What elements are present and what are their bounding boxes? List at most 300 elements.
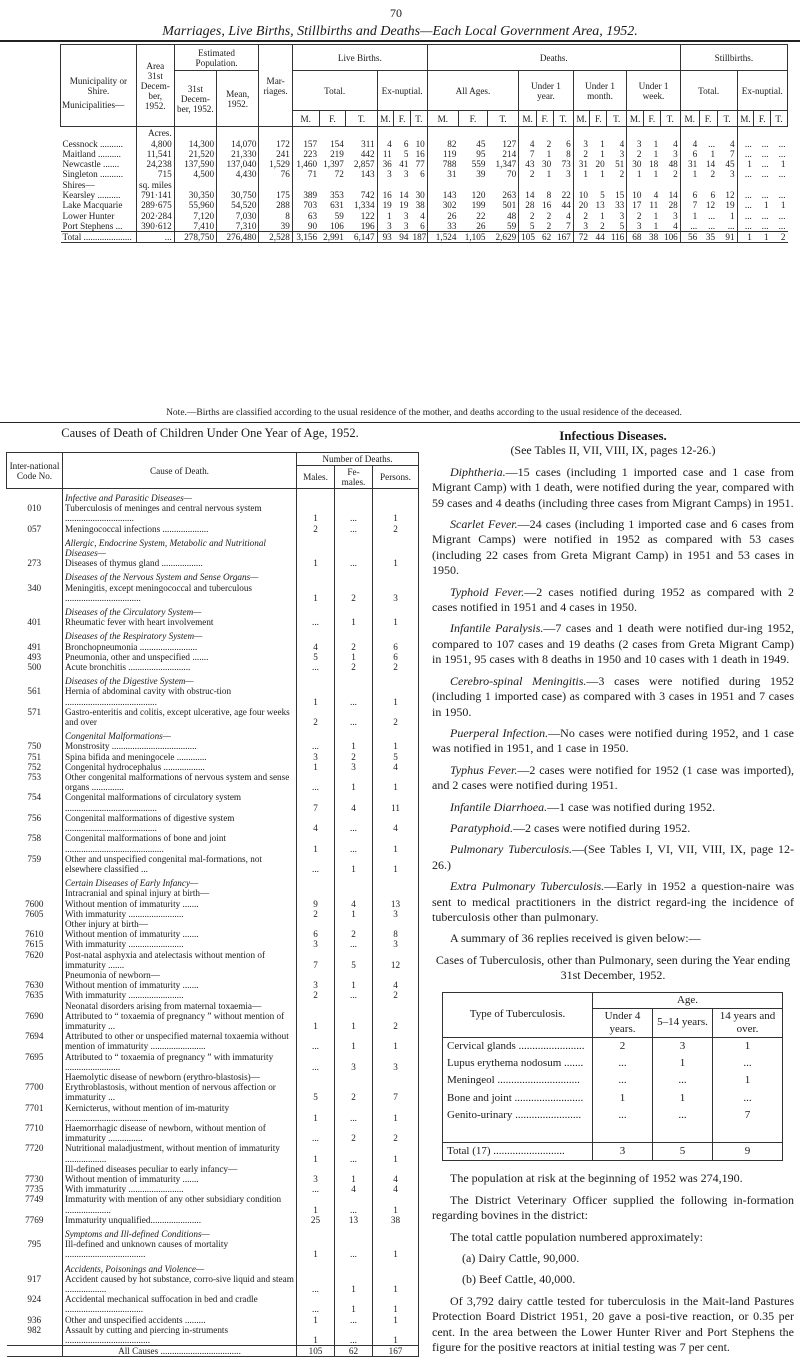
disease-name: Pulmonary Tuberculosis.: [450, 842, 572, 857]
tb-total-count: 9: [713, 1143, 783, 1161]
cause-row: [7, 1194, 419, 1214]
header-municipality: Municipality or Shire.: [61, 45, 137, 127]
cause-row: [7, 1325, 419, 1346]
section-heading: Diseases of the Nervous System and Sense Organs—: [63, 568, 297, 582]
cause-row: [7, 1274, 419, 1294]
section-row: [7, 1225, 419, 1239]
cell: 4: [653, 189, 659, 200]
cell: 1,397: [323, 159, 344, 170]
count-m: 3: [297, 1174, 335, 1184]
top-table-body: [61, 127, 788, 243]
cell: ...: [737, 211, 754, 221]
cause: Bronchopneumonia .........................: [63, 642, 297, 652]
tb-count: 3: [653, 1037, 713, 1055]
cell: 4,430: [217, 169, 259, 179]
cell: 1: [653, 220, 659, 231]
table-row: [61, 190, 788, 200]
cell: 199: [471, 200, 486, 211]
tb-row: [443, 1055, 783, 1072]
cause-row: [7, 524, 419, 534]
row-label: Maitland ..........: [62, 148, 121, 159]
disease-text: —3 cases were notified during 1952 (including 1 imported case) as compared with 3 cases in 1951 and 7 cases in 1950.: [432, 673, 794, 719]
code: 7605: [7, 909, 63, 919]
cell: 2,991: [319, 232, 346, 243]
code: 571: [7, 707, 63, 727]
cell: ...: [778, 138, 786, 149]
header-lb-total: Total.: [292, 71, 377, 111]
count-f: [335, 1001, 373, 1011]
code: 753: [7, 772, 63, 792]
tb-count: ...: [593, 1055, 653, 1072]
count-m: 2: [297, 707, 335, 727]
cell: 33: [427, 221, 458, 231]
cause-row: [7, 1215, 419, 1225]
cell: 2,629: [487, 232, 518, 243]
cell: 1: [763, 200, 769, 211]
cause: Intracranial and spinal injury at birth—: [63, 888, 297, 898]
cell: 6: [420, 220, 425, 231]
count-p: 2: [373, 990, 419, 1000]
cell: 3: [403, 220, 409, 231]
tb-row: [443, 1090, 783, 1107]
cell: 1: [377, 211, 394, 221]
cause-row: [7, 1239, 419, 1259]
header-f: F.: [319, 111, 346, 127]
count-m: 4: [297, 813, 335, 833]
cell: 137,590: [174, 159, 216, 169]
cell: 73: [561, 159, 571, 170]
section-row: [61, 180, 788, 190]
tb-type: Cervical glands ........................: [443, 1037, 593, 1055]
cell: 4,800: [136, 139, 174, 149]
cell: 157: [292, 139, 319, 149]
cause: Attributed to other or unspecified maternal toxaemia without mention of immaturity ........................: [63, 1031, 297, 1051]
cell: ...: [708, 210, 716, 221]
cell: 31: [573, 159, 590, 169]
count-p: 3: [373, 1052, 419, 1072]
code: 756: [7, 813, 63, 833]
cell: 2: [627, 149, 644, 159]
cause: Ill-defined and unknown causes of mortality ...................................: [63, 1239, 297, 1259]
code: 7730: [7, 1174, 63, 1184]
cell: 56: [680, 232, 699, 243]
count-p: 1: [373, 1103, 419, 1123]
count-p: 6: [373, 642, 419, 652]
disease-text: —Early in 1952 a question-naire was sent to medical practitioners in the district regard-ing the incidence of tuberculosis other than pulmonary.: [432, 879, 794, 924]
cell: 44: [561, 200, 571, 211]
cell: 72: [573, 232, 590, 243]
cell: 187: [412, 232, 427, 243]
cell: ...: [680, 221, 699, 231]
cell: 7: [730, 148, 735, 159]
count-m: [297, 888, 335, 898]
cell: 2,528: [259, 232, 292, 243]
count-f: 2: [335, 583, 373, 603]
cell: 10: [627, 190, 644, 200]
cell: 1: [737, 232, 754, 243]
tb-caption: Cases of Tuberculosis, other than Pulmonary, seen during the Year ending 31st December, 1952.: [435, 952, 791, 983]
count-p: 2: [373, 524, 419, 534]
table-row: [61, 211, 788, 221]
count-f: ...: [335, 524, 373, 534]
code: 7749: [7, 1194, 63, 1214]
cell: 6: [403, 138, 409, 149]
disease-text: —24 cases (including 1 imported case and 6 cases from Migrant Camps) were notified in 1952 as compared with 53 cases (including 22 cases from Greta Migrant Camp) in 1951 and 53 cases in 1950.: [432, 517, 794, 578]
cause: Nutritional maladjustment, without mention of immaturity ..................: [63, 1143, 297, 1163]
cell: 1: [573, 169, 590, 179]
cell: ...: [737, 190, 754, 200]
count-f: 13: [335, 1215, 373, 1225]
disease-paragraph: [432, 763, 794, 794]
cell: 223: [292, 149, 319, 159]
count-p: 8: [373, 929, 419, 939]
cell: 1: [730, 210, 735, 221]
cell: 1,347: [495, 159, 517, 170]
section-heading: Diseases of the Circulatory System—: [63, 603, 297, 617]
cell: 2: [710, 169, 716, 180]
cell: 71: [292, 169, 319, 179]
header-f: F.: [590, 111, 607, 127]
cell: 6: [566, 138, 571, 149]
cell: 10: [415, 138, 425, 149]
cause: Other injury at birth—: [63, 919, 297, 929]
cell: 276,480: [217, 232, 259, 243]
cell: 7,030: [217, 211, 259, 221]
code: 7630: [7, 980, 63, 990]
count-m: ...: [297, 772, 335, 792]
total-p: 167: [373, 1346, 419, 1357]
cell: 791·141: [136, 190, 174, 200]
count-f: 1: [335, 1174, 373, 1184]
tb-total-count: 5: [653, 1143, 713, 1161]
code: 7694: [7, 1031, 63, 1051]
cell: 196: [360, 220, 375, 231]
cell: 39: [259, 221, 292, 231]
cell: 30: [415, 189, 425, 200]
cause-row: [7, 813, 419, 833]
count-m: [297, 1164, 335, 1174]
count-m: 25: [297, 1215, 335, 1225]
count-m: 2: [297, 909, 335, 919]
section-row: [7, 603, 419, 617]
header-m: M.: [292, 111, 319, 127]
total-f: 62: [335, 1346, 373, 1357]
cause-row: [7, 888, 419, 898]
cell: 28: [519, 200, 537, 210]
code: 7615: [7, 939, 63, 949]
cause: Attributed to “ toxaemia of pregnancy ” with immaturity ........................: [63, 1052, 297, 1072]
cell: 19: [725, 200, 735, 211]
table-row: [61, 159, 788, 169]
cell: 93: [377, 232, 394, 243]
count-m: [297, 1072, 335, 1082]
cell: 106: [330, 220, 344, 231]
cause: Congenital malformations of circulatory system ........................................: [63, 792, 297, 812]
cell: 1,334: [353, 200, 375, 211]
count-m: 7: [297, 950, 335, 970]
cell: 8: [546, 189, 552, 200]
cell: 6: [680, 149, 699, 159]
count-m: 3: [297, 980, 335, 990]
table-row: [61, 149, 788, 159]
count-f: 2: [335, 642, 373, 652]
cell: 8: [566, 148, 571, 159]
header-f: F.: [536, 111, 553, 127]
disease-paragraph: [432, 674, 794, 720]
cell: 214: [502, 148, 517, 159]
code: 7769: [7, 1215, 63, 1225]
cause-row: [7, 1143, 419, 1163]
count-p: 3: [373, 583, 419, 603]
cell: 14,070: [217, 139, 259, 149]
cell: ...: [778, 169, 786, 180]
count-p: 5: [373, 752, 419, 762]
cell: 35: [699, 232, 717, 243]
cause: Without mention of immaturity .......: [63, 1174, 297, 1184]
cell: 2,857: [353, 159, 375, 170]
count-p: 7: [373, 1082, 419, 1102]
cell: 59: [334, 210, 344, 221]
cell: 48: [506, 210, 517, 221]
cause-row: [7, 686, 419, 706]
code: 752: [7, 762, 63, 772]
cell: 33: [615, 200, 625, 211]
count-p: 38: [373, 1215, 419, 1225]
cause-row: [7, 1082, 419, 1102]
count-p: 3: [373, 909, 419, 919]
row-label: Port Stephens ...: [62, 220, 123, 231]
code: 759: [7, 854, 63, 874]
code: 7600: [7, 899, 63, 909]
cause-row: [7, 1184, 419, 1194]
count-f: 2: [335, 662, 373, 672]
count-f: 1: [335, 741, 373, 751]
header-live-births: Live Births.: [292, 45, 427, 71]
count-p: 1: [373, 833, 419, 853]
cause-row: [7, 503, 419, 523]
total-m: 105: [297, 1346, 335, 1357]
cell: 19: [399, 200, 409, 211]
cell: ...: [761, 189, 769, 200]
note-rule: [0, 422, 800, 423]
code: 500: [7, 662, 63, 672]
count-f: ...: [335, 939, 373, 949]
cell: 1: [653, 138, 659, 149]
section-row: [7, 627, 419, 641]
tb-total-count: 3: [593, 1143, 653, 1161]
count-p: 4: [373, 762, 419, 772]
disease-paragraph: [432, 800, 794, 815]
count-m: ...: [297, 1184, 335, 1194]
cell: 122: [360, 210, 375, 221]
count-p: 1: [373, 503, 419, 523]
cell: 2: [673, 169, 678, 180]
cell: ...: [778, 189, 786, 200]
cause: Acute bronchitis ...........................: [63, 662, 297, 672]
cell: 6: [420, 169, 425, 180]
section-row: [7, 1260, 419, 1274]
count-f: 1: [335, 909, 373, 919]
cell: 143: [427, 190, 458, 200]
cause-row: [7, 990, 419, 1000]
disease-text: —1 case was notified during 1952.: [547, 799, 716, 814]
header-t: T.: [346, 111, 377, 127]
header-m: M.: [519, 111, 537, 127]
cell: 5: [403, 148, 409, 159]
cell: 263: [502, 189, 517, 200]
cell: 54,520: [217, 200, 259, 210]
count-f: 2: [335, 1123, 373, 1143]
tb-row: [443, 1072, 783, 1089]
cell: 1: [710, 148, 716, 159]
count-f: ...: [335, 813, 373, 833]
cause-row: [7, 939, 419, 949]
cause-row: [7, 1103, 419, 1123]
cause-row: [7, 1031, 419, 1051]
body-paragraph: (a) Dairy Cattle, 90,000.: [462, 1251, 580, 1266]
cell: 22: [476, 210, 486, 221]
tb-header-type: Type of Tuberculosis.: [443, 992, 593, 1037]
cell: 175: [259, 190, 292, 200]
section-row: [7, 534, 419, 558]
cause-row: [7, 617, 419, 627]
cell: 127: [502, 138, 517, 149]
cell: 389: [292, 190, 319, 200]
cause-row: [7, 1174, 419, 1184]
count-p: 2: [373, 1011, 419, 1031]
cell: 16: [415, 148, 425, 159]
count-f: ...: [335, 1194, 373, 1214]
disease-text: —(See Tables I, VI, VII, VIII, IX, page 12-26.): [432, 842, 794, 872]
header-t: T.: [717, 111, 737, 127]
tb-type: Meningeol ..............................: [443, 1072, 593, 1089]
disease-paragraph: [432, 726, 794, 757]
cell: 1: [653, 148, 659, 159]
count-p: 4: [373, 1174, 419, 1184]
cause-row: [7, 1294, 419, 1314]
tb-row: [443, 1037, 783, 1055]
cell: 1: [600, 169, 605, 180]
header-females: Fe-males.: [335, 466, 373, 489]
cell: 59: [506, 220, 517, 231]
cell: 11: [377, 149, 394, 159]
section-row: [7, 568, 419, 582]
cause-row: [7, 909, 419, 919]
causes-of-death-table: [6, 452, 419, 1357]
cell: 16: [542, 200, 552, 211]
count-m: 1: [297, 1315, 335, 1325]
count-p: 4: [373, 813, 419, 833]
note-text: Note.—Births are classified according to the usual residence of the mother, and deaths according to the usual residence of the deceased.: [166, 408, 682, 418]
cell: ...: [708, 138, 716, 149]
cause-row: [7, 558, 419, 568]
count-p: [373, 888, 419, 898]
count-m: 6: [297, 929, 335, 939]
cell: 30,350: [174, 190, 216, 200]
code: 750: [7, 741, 63, 751]
cell: 703: [292, 200, 319, 210]
cell: ...: [727, 220, 735, 231]
cell: 30: [627, 159, 644, 169]
count-f: ...: [335, 686, 373, 706]
unit-label: sq. miles: [136, 180, 174, 190]
cell: ...: [737, 221, 754, 231]
header-number: Number of Deaths.: [297, 453, 419, 466]
cell: 390·612: [136, 221, 174, 231]
cause-row: [7, 1072, 419, 1082]
count-f: ...: [335, 1103, 373, 1123]
cell: 119: [427, 149, 458, 159]
cell: 26: [476, 220, 486, 231]
count-f: [335, 970, 373, 980]
count-f: 1: [335, 854, 373, 874]
cause-row: [7, 642, 419, 652]
count-p: 3: [373, 939, 419, 949]
cell: 21,520: [174, 149, 216, 159]
header-all-ages: All Ages.: [427, 71, 518, 111]
count-f: 1: [335, 772, 373, 792]
cause-row: [7, 741, 419, 751]
cell: 241: [259, 149, 292, 159]
cell: 289·675: [136, 200, 174, 210]
cell: 28: [668, 200, 678, 211]
cause: Pneumonia, other and unspecified .......: [63, 652, 297, 662]
header-t: T.: [771, 111, 788, 127]
header-f: F.: [754, 111, 771, 127]
count-m: 1: [297, 686, 335, 706]
acres-label: Acres.: [136, 127, 174, 139]
count-p: 2: [373, 707, 419, 727]
cell: ...: [761, 169, 769, 180]
cause: Other congenital malformations of nervous system and sense organs ..............: [63, 772, 297, 792]
cell: 1: [627, 169, 644, 179]
code: 010: [7, 503, 63, 523]
cell: 311: [361, 138, 375, 149]
cell: ...: [778, 148, 786, 159]
count-m: ...: [297, 1294, 335, 1314]
cell: 120: [471, 189, 486, 200]
cause-row: [7, 1315, 419, 1325]
count-m: 3: [297, 752, 335, 762]
code: 7720: [7, 1143, 63, 1163]
count-f: [335, 1072, 373, 1082]
header-persons: Persons.: [373, 466, 419, 489]
cell: 63: [292, 211, 319, 221]
cell: 1,524: [427, 232, 458, 243]
cell: 1: [600, 210, 605, 221]
cell: ...: [737, 149, 754, 159]
code: 936: [7, 1315, 63, 1325]
header-est-pop: Estimated Population.: [174, 45, 259, 71]
cause-row: [7, 833, 419, 853]
cell: 501: [502, 200, 517, 211]
code: 7695: [7, 1052, 63, 1072]
count-m: ...: [297, 1274, 335, 1294]
cause-row: [7, 929, 419, 939]
count-p: 1: [373, 1294, 419, 1314]
cause: Monstrosity .....................................: [63, 741, 297, 751]
row-label: Total .....................: [61, 232, 137, 243]
cell: 3: [673, 210, 678, 221]
cell: 353: [330, 189, 344, 200]
disease-name: Diphtheria.: [450, 464, 506, 479]
cell: 4: [377, 139, 394, 149]
section-label: Shires—: [62, 179, 95, 190]
count-m: ...: [297, 617, 335, 627]
cause-row: [7, 1001, 419, 1011]
tb-body: [443, 1037, 783, 1161]
cell: 137,040: [217, 159, 259, 169]
